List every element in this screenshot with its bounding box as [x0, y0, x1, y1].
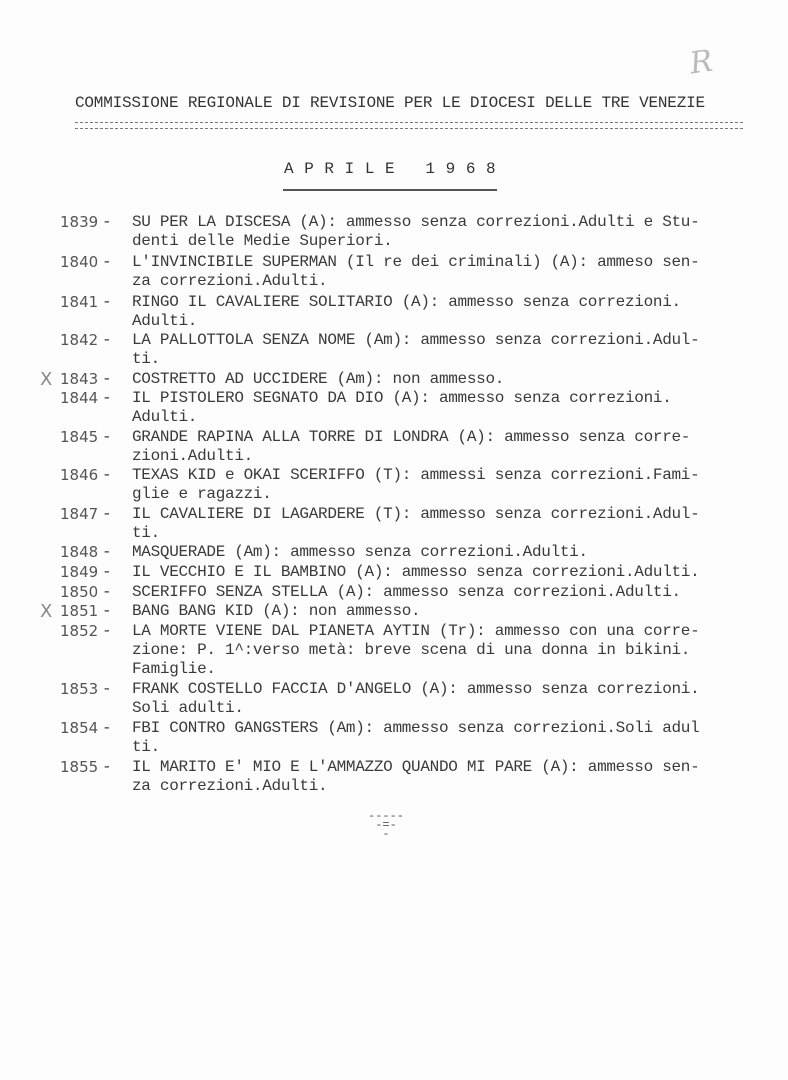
list-item [40, 622, 760, 679]
list-item [40, 543, 760, 562]
entry-line: GRANDE RAPINA ALLA TORRE DI LONDRA (A): ammesso senza corre- [132, 428, 691, 446]
entry-line: IL CAVALIERE DI LAGARDERE (T): ammesso senza correzioni.Adul- [132, 505, 700, 523]
entry-line: Adulti. [132, 408, 198, 426]
entry-number: 1851 [60, 602, 99, 620]
entry-text [132, 370, 760, 389]
entry-line: FRANK COSTELLO FACCIA D'ANGELO (A): ammesso senza correzioni. [132, 680, 700, 698]
entry-line: LA PALLOTTOLA SENZA NOME (Am): ammesso senza correzioni.Adul- [132, 331, 700, 349]
rejection-mark [40, 622, 60, 679]
separator-dash: - [102, 602, 112, 620]
entry-number: 1843 [60, 370, 99, 388]
entry-line: FBI CONTRO GANGSTERS (Am): ammesso senza correzioni.Soli adul [132, 719, 700, 737]
entry-number: 1839 [60, 213, 99, 231]
list-item [40, 466, 760, 504]
entry-text [132, 602, 760, 621]
entry-number: 1850 [60, 583, 99, 601]
entry-line: Famiglie. [132, 660, 216, 678]
separator-dash: - [102, 719, 112, 737]
separator-dash: - [102, 293, 112, 311]
entry-number: 1842 [60, 331, 99, 349]
separator-dash: - [102, 213, 112, 231]
list-item [40, 758, 760, 796]
entry-text [132, 758, 760, 796]
entry-text [132, 253, 760, 291]
separator-dash: - [102, 622, 112, 640]
list-item [40, 253, 760, 291]
entry-line: ti. [132, 350, 160, 368]
rejection-mark [40, 428, 60, 466]
list-item [40, 505, 760, 543]
entry-line: za correzioni.Adulti. [132, 777, 328, 795]
separator-dash: - [102, 543, 112, 561]
list-item [40, 583, 760, 602]
rejection-mark [40, 331, 60, 369]
entry-text [132, 680, 760, 718]
rejection-mark [40, 253, 60, 291]
separator-dash: - [102, 680, 112, 698]
entry-number: 1849 [60, 563, 99, 581]
entry-line: IL VECCHIO E IL BAMBINO (A): ammesso senza correzioni.Adulti. [132, 563, 700, 581]
handwritten-initials: R [687, 43, 715, 82]
rejection-mark [40, 505, 60, 543]
entry-number: 1844 [60, 389, 99, 407]
entry-text [132, 719, 760, 757]
entry-number: 1853 [60, 680, 99, 698]
entry-number: 1854 [60, 719, 99, 737]
rejection-mark [40, 389, 60, 427]
entry-line: IL PISTOLERO SEGNATO DA DIO (A): ammesso senza correzioni. [132, 389, 672, 407]
separator-dash: - [102, 370, 112, 388]
entry-line: TEXAS KID e OKAI SCERIFFO (T): ammessi senza correzioni.Fami- [132, 466, 700, 484]
entry-line: ti. [132, 738, 160, 756]
separator-dash: - [102, 505, 112, 523]
list-item [40, 293, 760, 331]
separator-dash: - [102, 583, 112, 601]
list-item [40, 428, 760, 466]
entry-line: denti delle Medie Superiori. [132, 232, 393, 250]
separator-dash: - [102, 253, 112, 271]
entry-text [132, 293, 760, 331]
rejection-mark: X [40, 601, 53, 622]
entry-line: SCERIFFO SENZA STELLA (A): ammesso senza correzioni.Adulti. [132, 583, 681, 601]
entry-text [132, 331, 760, 369]
entry-number: 1855 [60, 758, 99, 776]
list-item [40, 370, 760, 389]
rejection-mark [40, 563, 60, 582]
list-item [40, 331, 760, 369]
entry-line: BANG BANG KID (A): non ammesso. [132, 602, 421, 620]
title-double-rule [75, 122, 743, 129]
rejection-mark [40, 543, 60, 562]
entry-text [132, 389, 760, 427]
separator-dash: - [102, 428, 112, 446]
rejection-mark [40, 213, 60, 251]
entry-number: 1841 [60, 293, 99, 311]
entry-line: L'INVINCIBILE SUPERMAN (Il re dei criminali) (A): ammeso sen- [132, 253, 700, 271]
document-month: A P R I L E 1 9 6 8 [284, 160, 497, 178]
entry-text [132, 563, 760, 582]
rejection-mark [40, 583, 60, 602]
entry-text [132, 428, 760, 466]
rejection-mark [40, 680, 60, 718]
separator-dash: - [102, 331, 112, 349]
entry-number: 1848 [60, 543, 99, 561]
month-underline [283, 189, 497, 191]
rejection-mark [40, 293, 60, 331]
separator-dash: - [102, 466, 112, 484]
entry-text [132, 583, 760, 602]
entry-line: Soli adulti. [132, 699, 244, 717]
list-item [40, 719, 760, 757]
entry-line: glie e ragazzi. [132, 485, 272, 503]
entry-line: zione: P. 1^:verso metà: breve scena di una donna in bikini. [132, 641, 691, 659]
entry-line: SU PER LA DISCESA (A): ammesso senza correzioni.Adulti e Stu- [132, 213, 700, 231]
entry-text [132, 622, 760, 679]
entry-number: 1845 [60, 428, 99, 446]
entry-number: 1840 [60, 253, 99, 271]
entry-number: 1847 [60, 505, 99, 523]
list-item [40, 680, 760, 718]
separator-dash: - [102, 389, 112, 407]
list-item [40, 602, 760, 621]
entry-line: MASQUERADE (Am): ammesso senza correzioni.Adulti. [132, 543, 588, 561]
entry-text [132, 466, 760, 504]
entry-text [132, 505, 760, 543]
entry-line: IL MARITO E' MIO E L'AMMAZZO QUANDO MI PARE (A): ammesso sen- [132, 758, 700, 776]
entry-text [132, 543, 760, 562]
entry-line: LA MORTE VIENE DAL PIANETA AYTIN (Tr): ammesso con una corre- [132, 622, 700, 640]
entry-number: 1846 [60, 466, 99, 484]
separator-dash: - [102, 563, 112, 581]
list-item [40, 563, 760, 582]
entry-line: za correzioni.Adulti. [132, 272, 328, 290]
document-title: COMMISSIONE REGIONALE DI REVISIONE PER LE DIOCESI DELLE TRE VENEZIE [75, 94, 705, 112]
rejection-mark [40, 758, 60, 796]
closing-ornament: ----- -=- - [368, 809, 405, 841]
rejection-mark [40, 719, 60, 757]
entry-number: 1852 [60, 622, 99, 640]
entry-line: COSTRETTO AD UCCIDERE (Am): non ammesso. [132, 370, 505, 388]
entry-line: Adulti. [132, 312, 198, 330]
list-item [40, 389, 760, 427]
rejection-mark: X [40, 369, 53, 390]
film-review-list [40, 213, 760, 796]
entry-line: zioni.Adulti. [132, 447, 253, 465]
entry-text [132, 213, 760, 251]
separator-dash: - [102, 758, 112, 776]
rejection-mark [40, 466, 60, 504]
entry-line: ti. [132, 524, 160, 542]
list-item [40, 213, 760, 251]
entry-line: RINGO IL CAVALIERE SOLITARIO (A): ammesso senza correzioni. [132, 293, 681, 311]
